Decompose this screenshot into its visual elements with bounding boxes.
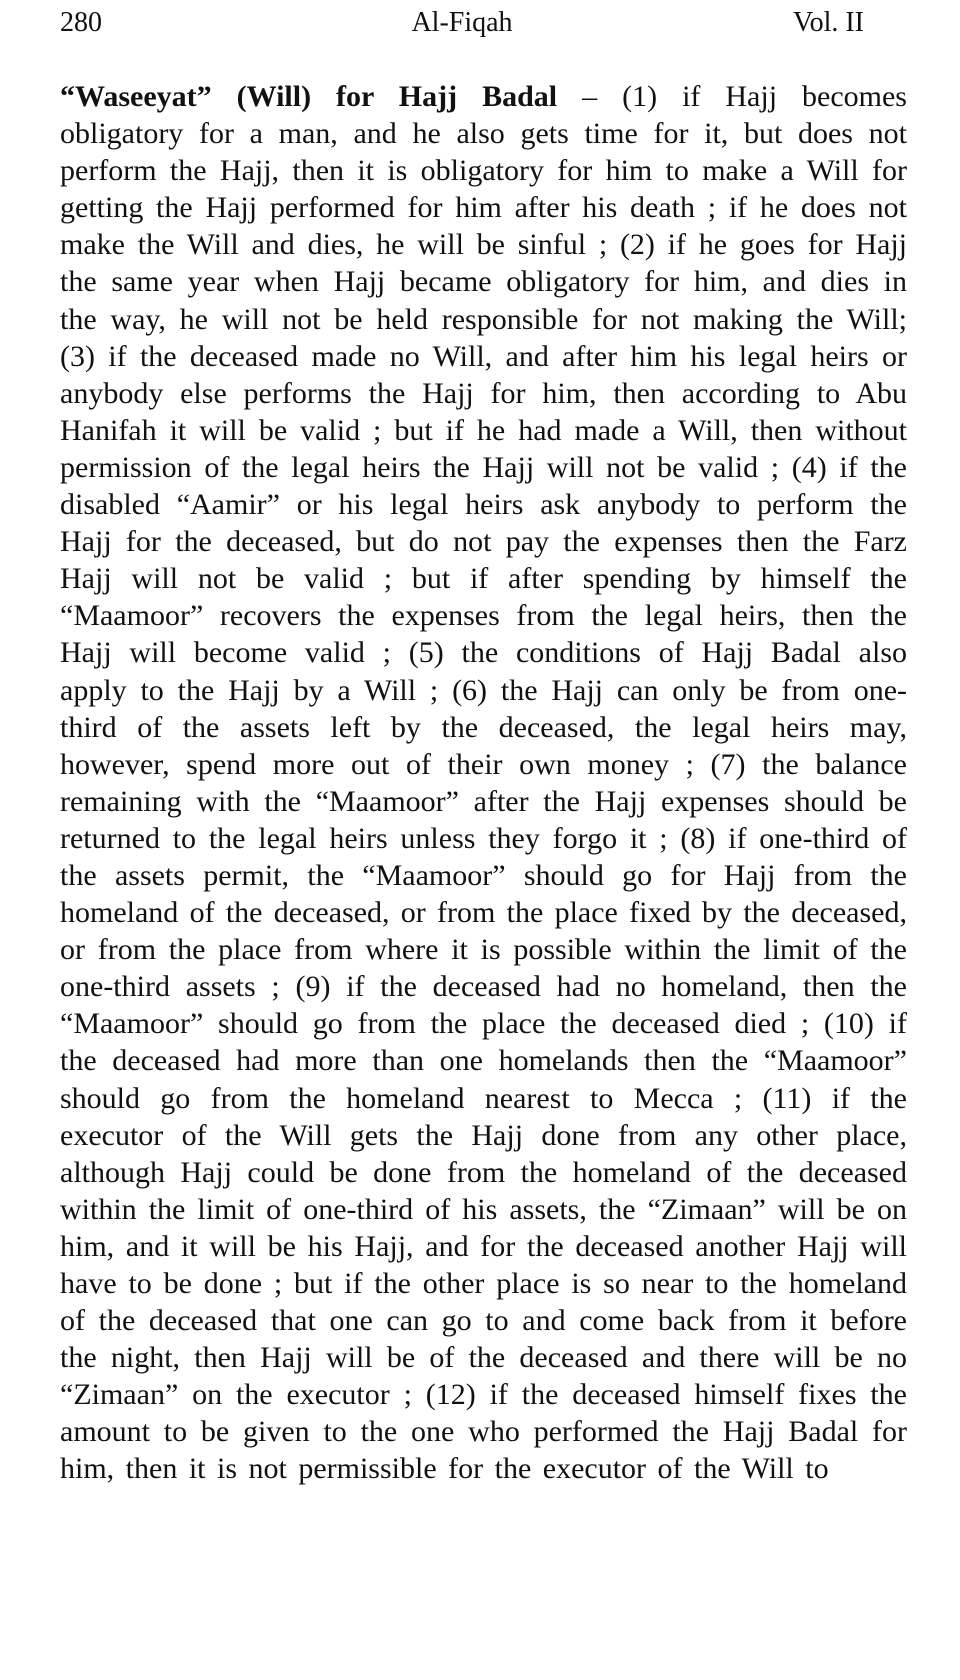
text-line: Hanifah it will be valid ; but if he had made a Will, then without — [60, 413, 907, 447]
text-line: “Maamoor” should go from the place the deceased died ; (10) if — [60, 1007, 907, 1041]
text-line: of the deceased that one can go to and come back from it before — [60, 1304, 907, 1338]
text-line: homeland of the deceased, or from the place fixed by the deceased, — [60, 896, 907, 930]
text-line: permission of the legal heirs the Hajj will not be valid ; (4) if the — [60, 450, 907, 484]
text-line: have to be done ; but if the other place is so near to the homeland — [60, 1267, 907, 1300]
text-line: him, and it will be his Hajj, and for the deceased another Hajj will — [60, 1229, 907, 1263]
text-line: one-third assets ; (9) if the deceased had no homeland, then the — [60, 970, 907, 1004]
text-line: remaining with the “Maamoor” after the Hajj expenses should be — [60, 784, 907, 818]
text-line: Hajj for the deceased, but do not pay the expenses then the Farz — [60, 525, 907, 559]
section-heading: “Waseeyat” (Will) for Hajj Badal — [60, 80, 558, 113]
section-body — [60, 78, 907, 1488]
text-line: make the Will and dies, he will be sinful ; (2) if he goes for Hajj — [60, 228, 907, 262]
text-line: the deceased had more than one homelands then the “Maamoor” — [60, 1044, 907, 1078]
text-line: within the limit of one-third of his assets, the “Zimaan” will be on — [60, 1192, 907, 1226]
text-line: executor of the Will gets the Hajj done from any other place, — [60, 1118, 907, 1152]
text-line: apply to the Hajj by a Will ; (6) the Hajj can only be from one- — [60, 673, 907, 707]
text-line: the assets permit, the “Maamoor” should go for Hajj from the — [60, 858, 907, 892]
text-line: perform the Hajj, then it is obligatory for him to make a Will for — [60, 154, 907, 188]
text-line — [60, 78, 907, 115]
text-line: (3) if the deceased made no Will, and after him his legal heirs or — [60, 339, 907, 373]
text-line: should go from the homeland nearest to Mecca ; (11) if the — [60, 1081, 907, 1115]
text-line: the same year when Hajj became obligatory for him, and dies in — [60, 265, 907, 299]
text-line: obligatory for a man, and he also gets time for it, but does not — [60, 117, 907, 151]
text-line: or from the place from where it is possible within the limit of the — [60, 933, 907, 967]
text-line: Hajj will not be valid ; but if after spending by himself the — [60, 562, 907, 596]
text-line: however, spend more out of their own money ; (7) the balance — [60, 747, 907, 781]
text-line: anybody else performs the Hajj for him, then according to Abu — [60, 376, 907, 410]
running-header — [60, 6, 864, 40]
volume-label: Vol. II — [792, 7, 864, 38]
text-line: Hajj will become valid ; (5) the conditions of Hajj Badal also — [60, 636, 907, 670]
text-line: the way, he will not be held responsible for not making the Will; — [60, 302, 907, 336]
text-line: him, then it is not permissible for the executor of the Will to — [60, 1452, 829, 1486]
text-line: amount to be given to the one who performed the Hajj Badal for — [60, 1415, 907, 1449]
heading-continuation: – (1) if Hajj becomes — [557, 80, 907, 113]
text-line: although Hajj could be done from the homeland of the deceased — [60, 1155, 907, 1189]
text-line: disabled “Aamir” or his legal heirs ask anybody to perform the — [60, 488, 907, 522]
text-line: third of the assets left by the deceased, the legal heirs may, — [60, 710, 907, 744]
text-line: getting the Hajj performed for him after his death ; if he does not — [60, 191, 907, 225]
text-line: the night, then Hajj will be of the deceased and there will be no — [60, 1341, 907, 1375]
text-line: returned to the legal heirs unless they forgo it ; (8) if one-third of — [60, 821, 907, 855]
text-line: “Maamoor” recovers the expenses from the legal heirs, then the — [60, 599, 907, 633]
text-line: “Zimaan” on the executor ; (12) if the deceased himself fixes the — [60, 1378, 907, 1412]
book-title: Al-Fiqah — [411, 7, 513, 38]
page-number: 280 — [60, 7, 102, 38]
